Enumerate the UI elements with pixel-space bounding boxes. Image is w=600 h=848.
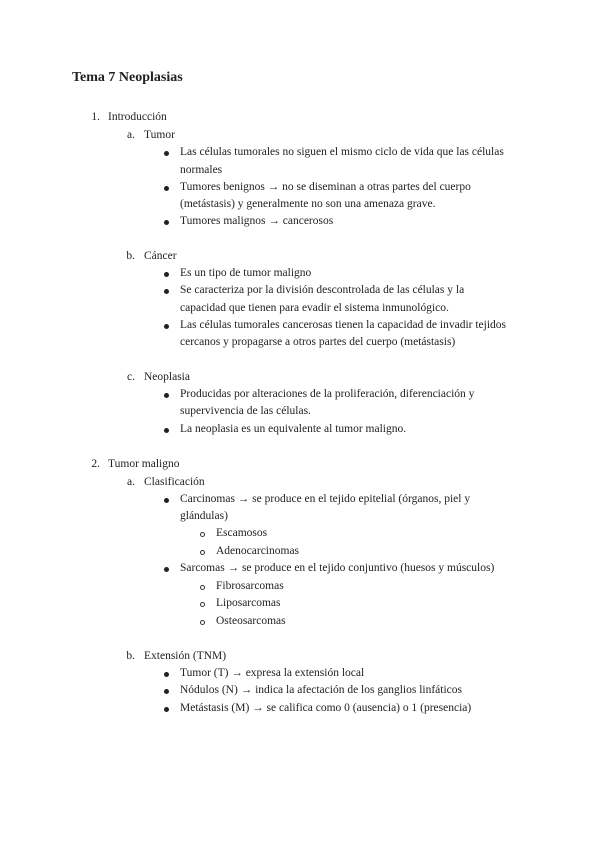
sub-bullet-icon: [200, 550, 205, 555]
bullet-icon: [164, 428, 169, 433]
bullet-text: Producidas por alteraciones de la proliferación, diferenciación y: [180, 388, 475, 400]
sub-bullet-icon: [200, 585, 205, 590]
bullet-text: (metástasis) y generalmente no son una amenaza grave.: [180, 198, 436, 210]
sub-bullet-text: Adenocarcinomas: [216, 545, 300, 557]
page-title: Tema 7 Neoplasias: [72, 70, 183, 85]
section-number: 1.: [91, 111, 100, 123]
bullet-icon: [164, 498, 169, 503]
section-number: 2.: [91, 458, 100, 470]
bullet-icon: [164, 151, 169, 156]
bullet-text: Carcinomas → se produce en el tejido epitelial (órganos, piel y: [180, 493, 471, 505]
bullet-text: Tumores benignos → no se diseminan a otras partes del cuerpo: [180, 181, 471, 193]
bullet-text: capacidad que tienen para evadir el sistema inmunológico.: [180, 302, 449, 314]
subsection-letter: b.: [126, 650, 135, 662]
bullet-text: Metástasis (M) → se califica como 0 (ausencia) o 1 (presencia): [180, 702, 472, 714]
bullet-icon: [164, 220, 169, 225]
bullet-text: glándulas): [180, 510, 228, 522]
subsection-heading: Clasificación: [144, 476, 205, 488]
bullet-icon: [164, 272, 169, 277]
sub-bullet-text: Liposarcomas: [216, 597, 281, 609]
subsection-letter: c.: [127, 371, 135, 383]
bullet-text: Las células tumorales no siguen el mismo ciclo de vida que las células: [180, 146, 504, 158]
bullet-text: Tumor (T) → expresa la extensión local: [180, 667, 365, 679]
subsection-heading: Cáncer: [144, 250, 177, 262]
subsection-letter: a.: [127, 129, 135, 141]
bullet-text: La neoplasia es un equivalente al tumor maligno.: [180, 423, 407, 435]
bullet-text: Tumores malignos → cancerosos: [180, 215, 334, 227]
subsection-letter: a.: [127, 476, 135, 488]
bullet-text: cercanos y propagarse a otros partes del cuerpo (metástasis): [180, 336, 456, 348]
bullet-icon: [164, 567, 169, 572]
bullet-icon: [164, 707, 169, 712]
bullet-icon: [164, 186, 169, 191]
bullet-icon: [164, 289, 169, 294]
bullet-text: Nódulos (N) → indica la afectación de los ganglios linfáticos: [180, 684, 462, 696]
bullet-text: Sarcomas → se produce en el tejido conjuntivo (huesos y músculos): [180, 562, 495, 574]
bullet-text: normales: [180, 164, 223, 176]
sub-bullet-text: Escamosos: [216, 527, 268, 539]
sub-bullet-text: Osteosarcomas: [216, 615, 286, 627]
sub-bullet-text: Fibrosarcomas: [216, 580, 284, 592]
section-heading: Tumor maligno: [108, 458, 180, 470]
subsection-letter: b.: [126, 250, 135, 262]
sub-bullet-icon: [200, 532, 205, 537]
bullet-icon: [164, 689, 169, 694]
bullet-text: Las células tumorales cancerosas tienen la capacidad de invadir tejidos: [180, 319, 507, 331]
bullet-text: Se caracteriza por la división descontrolada de las células y la: [180, 284, 465, 296]
bullet-icon: [164, 324, 169, 329]
bullet-icon: [164, 393, 169, 398]
sub-bullet-icon: [200, 602, 205, 607]
sub-bullet-icon: [200, 620, 205, 625]
subsection-heading: Tumor: [144, 129, 175, 141]
bullet-icon: [164, 672, 169, 677]
subsection-heading: Neoplasia: [144, 371, 190, 383]
section-heading: Introducción: [108, 111, 167, 123]
bullet-text: supervivencia de las células.: [180, 405, 311, 417]
subsection-heading: Extensión (TNM): [144, 650, 227, 662]
bullet-text: Es un tipo de tumor maligno: [180, 267, 312, 279]
